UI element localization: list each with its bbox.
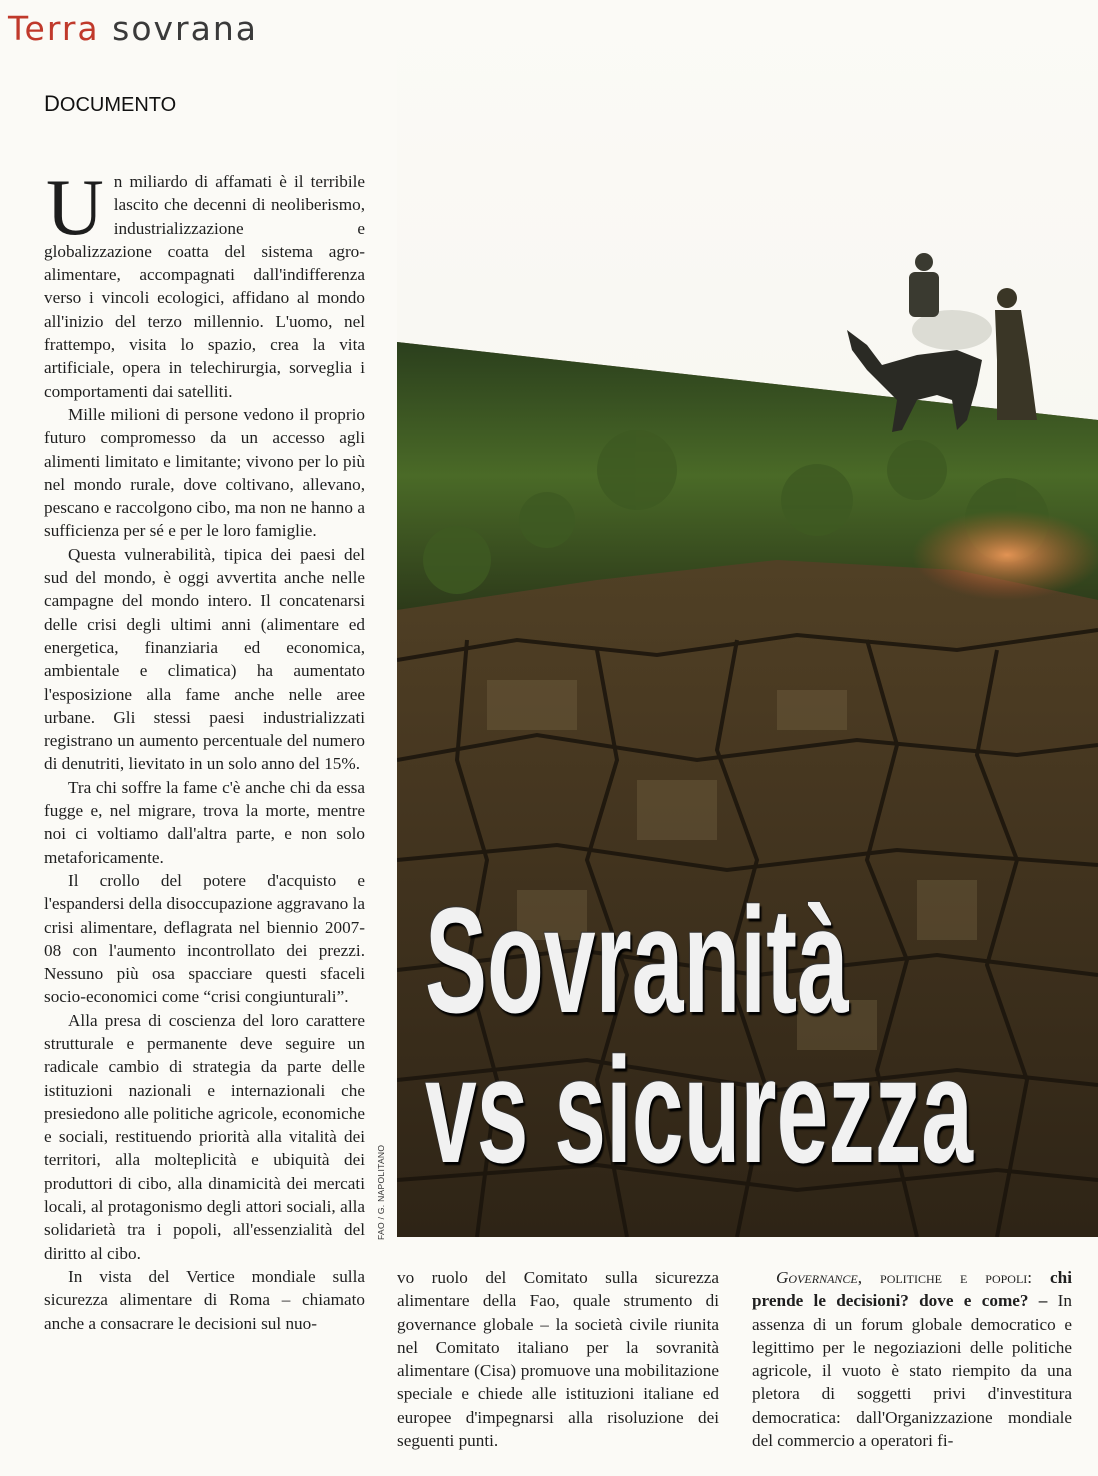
article-paragraph [44, 170, 365, 403]
article-column-3 [752, 1266, 1072, 1466]
photo-credit: FAO / G. NAPOLITANO [376, 1144, 386, 1240]
magazine-title-word-1: Terra [8, 9, 100, 48]
subhead-caps: , politiche e popoli: [857, 1268, 1033, 1287]
section-label [44, 91, 176, 117]
article-column-1 [44, 170, 365, 1460]
article-paragraph: vo ruolo del Comitato sulla sicurezza alimentare della Fao, quale strumento di governance globale – la società civile riunita nel Comitato italiano per la sovranità alimentare (Cisa) promuove una mobilitazione speciale e chiede alle istituzioni italiane ed europee d'impegnarsi alla risoluzione dei seguenti punti. [397, 1268, 719, 1451]
headline-line-1: Sovranità [425, 876, 849, 1044]
magazine-title-word-2: sovrana [112, 9, 258, 48]
article-paragraph [752, 1266, 1072, 1452]
magazine-title [8, 9, 258, 48]
paragraph-text: n miliardo di affamati è il terribile lascito che decenni di neoliberismo, industrializzazione e globalizzazione coatta del sistema agro-alimentare, accompagnati dall'indifferenza verso i vincoli ecologici, affidano al mondo all'inizio del terzo millennio. L'uomo, nel frattempo, visita lo spazio, crea la vita artificiale, opera in telechirurgia, sorveglia i comportamenti dai satelliti. [44, 172, 365, 401]
article-paragraph: Il crollo del potere d'acquisto e l'espandersi della disoccupazione aggravano la crisi alimentare, deflagrata nel biennio 2007-08 con l'aumento incontrollato dei prezzi. Nessuno più osa spacciare questi sfaceli socio-economici come “crisi congiunturali”. [44, 870, 365, 1007]
drop-cap: U [46, 170, 104, 252]
subhead-italic: Governance [776, 1268, 858, 1287]
headline [425, 876, 974, 1194]
article-paragraph: Tra chi soffre la fame c'è anche chi da essa fugge e, nel migrare, trova la morte, mentre noi ci voltiamo dall'altra parte, e non solo metaforicamente. [44, 777, 365, 867]
article-paragraph: In vista del Vertice mondiale sulla sicurezza alimentare di Roma – chiamato anche a consacrare le decisioni sul nuo- [44, 1266, 365, 1333]
article-paragraph: Mille milioni di persone vedono il proprio futuro compromesso da un accesso agli alimenti limitato e limitante; vivono per lo più nel mondo rurale, dove coltivano, allevano, pescano e raccolgono cibo, ma non ne hanno a sufficienza per sé e per le loro famiglie. [44, 404, 365, 541]
section-label-initial: D [44, 91, 60, 116]
headline-line-2: vs sicurezza [425, 1026, 974, 1194]
article-paragraph: Questa vulnerabilità, tipica dei paesi del sud del mondo, è oggi avvertita anche nelle campagne del mondo intero. Il concatenarsi delle crisi degli ultimi anni (alimentare ed energetica, finanziaria ed economica, ambientale e climatica) ha aumentato l'esposizione alla fame anche nelle aree urbane. Gli stessi paesi industrializzati registrano un aumento percentuale del numero di denutriti, lievitato in un solo anno del 15%. [44, 544, 365, 774]
paragraph-text: In assenza di un forum globale democratico e legittimo per le negoziazioni delle politiche agricole, il vuoto è stato riempito da una pletora di soggetti privi d'investitura democratica: dall'Organizzazione mondiale del commercio a operatori fi- [752, 1291, 1072, 1451]
subhead-bold: chi prende le decisioni? dove e come? – [752, 1268, 1072, 1311]
article-paragraph: Alla presa di coscienza del loro carattere strutturale e permanente deve seguire un radicale cambio di strategia da parte delle istituzioni nazionali e internazionali che presiedono alle politiche agricole, economiche e sociali, restituendo priorità alla vitalità dei territori, alla molteplicità e ubiquità dei produttori di cibo, alla dinamicità dei mercati locali, al protagonismo degli attori sociali, alla solidarietà tra i popoli, all'essenzialità del diritto al cibo. [44, 1010, 365, 1263]
article-column-2 [397, 1266, 719, 1466]
section-label-rest: OCUMENTO [59, 94, 177, 116]
